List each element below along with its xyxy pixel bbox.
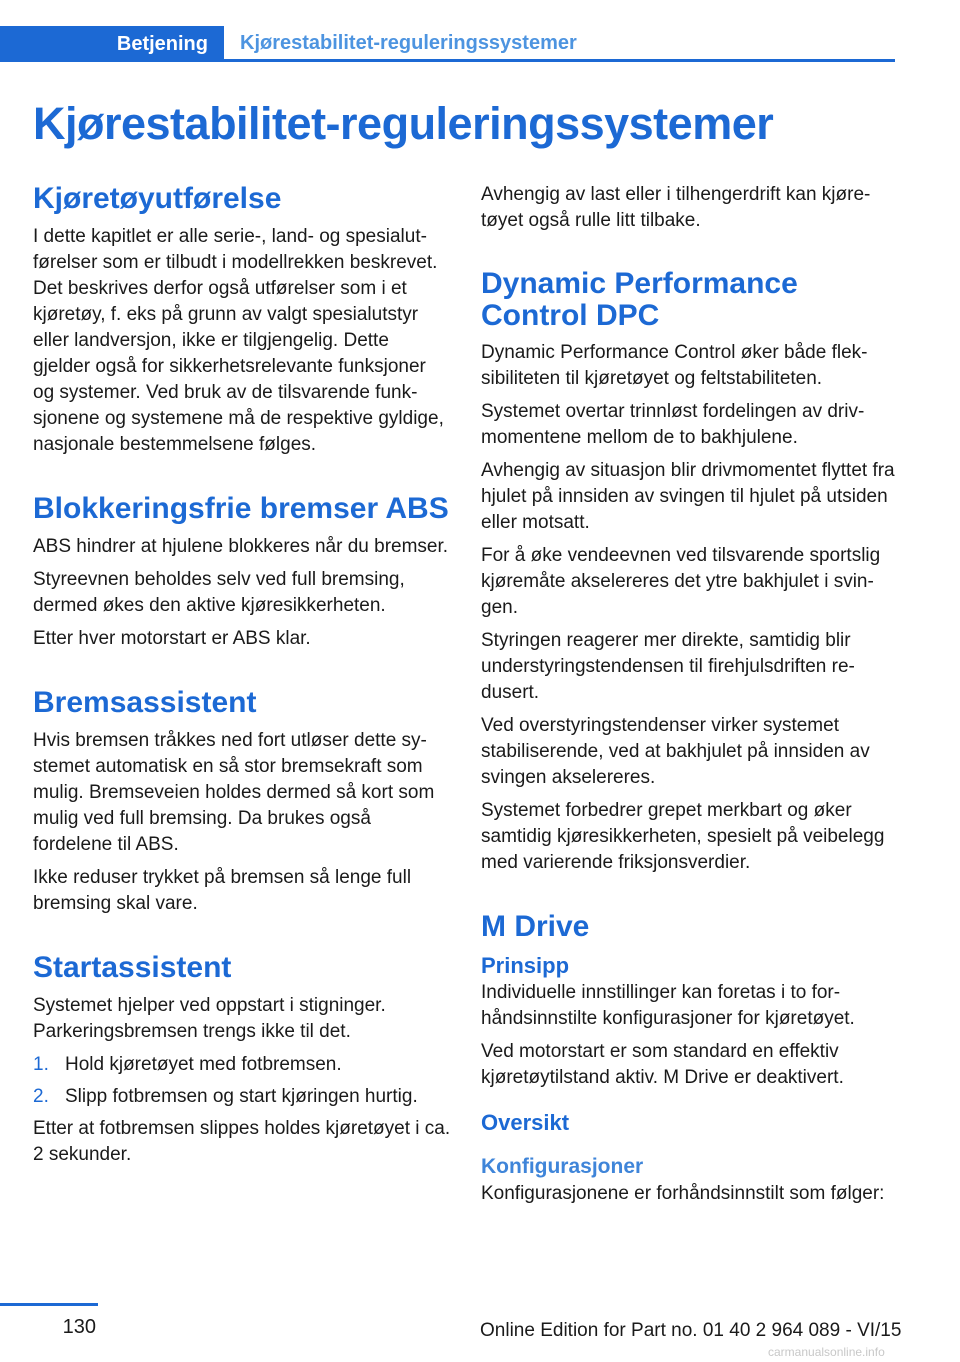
paragraph: Etter hver motorstart er ABS klar. xyxy=(33,628,311,649)
heading-brake-assist: Bremsassistent xyxy=(33,686,257,719)
section-start-assist xyxy=(33,951,451,1168)
paragraph: I dette kapitlet er alle serie-, land- og spesialutførelser som er tilbudt i modellrekken beskrevet. Det beskrives derfor også utførelser som i et kjøretøy, f. eks på grunn av valgt spesialutstyr eller landversjon, ikke er tilgjengelig. Dette gjelder også for sikkerhetsrelevante funksjoner og systemer. Ved bruk av de tilsvarende funksjonene og systemene må de respektive gyldige, nasjonale bestemmelsene følges. xyxy=(33,226,444,455)
paragraph: Ved overstyringstendenser virker systemet stabiliserende, ved at bakhjulet på innsiden av svingen akselereres. xyxy=(481,715,870,788)
footer-rule xyxy=(0,1303,98,1306)
list-item xyxy=(33,1052,451,1078)
paragraph: Systemet forbedrer grepet merkbart og øker samtidig kjøresikkerheten, spesielt på veibelegg med varierende friksjonsverdier. xyxy=(481,800,885,873)
heading-vehicle-version: Kjøretøyutførelse xyxy=(33,182,282,215)
paragraph: Avhengig av situasjon blir drivmomentet flyttet fra hjulet på innsiden av svingen til hjulet på utsiden eller motsatt. xyxy=(481,460,895,533)
heading-principle: Prinsipp xyxy=(481,953,570,978)
paragraph: Dynamic Performance Control øker både fleksibiliteten til kjøretøyet og feltstabiliteten. xyxy=(481,342,868,389)
paragraph: Systemet hjelper ved oppstart i stigninger. Parkeringsbremsen trengs ikke til det. xyxy=(33,995,386,1042)
header-chapter-label: Kjørestabilitet-reguleringssystemer xyxy=(240,32,577,54)
step-number: 2. xyxy=(33,1086,49,1107)
paragraph: Ved motorstart er som standard en effektiv kjøretøytilstand aktiv. M Drive er deaktivert. xyxy=(481,1041,844,1088)
list-item xyxy=(33,1084,451,1110)
heading-start-assist: Startassistent xyxy=(33,951,232,984)
paragraph: Individuelle innstillinger kan foretas i to forhåndsinnstilte konfigurasjoner for kjøretøyet. xyxy=(481,982,855,1029)
step-text: Hold kjøretøyet med fotbremsen. xyxy=(65,1054,342,1075)
right-column xyxy=(481,182,899,1214)
heading-dpc: Dynamic Performance Control DPC xyxy=(481,267,798,332)
steps-list xyxy=(33,1052,451,1110)
edition-label: Online Edition for Part no. 01 40 2 964 089 - VI/15 xyxy=(480,1320,902,1341)
section-brake-assist xyxy=(33,686,451,917)
paragraph: Konfigurasjonene er forhåndsinnstilt som følger: xyxy=(481,1183,885,1204)
paragraph: Ikke reduser trykket på bremsen så lenge full bremsing skal vare. xyxy=(33,867,412,914)
header-section-label: Betjening xyxy=(0,26,224,62)
watermark: carmanualsonline.info xyxy=(768,1345,885,1359)
paragraph: Hvis bremsen tråkkes ned fort utløser dette systemet automatisk en så stor bremsekraft som mulig. Bremseveien holdes dermed så kort som mulig ved full bremsing. Da brukes også fordelene til ABS. xyxy=(33,730,435,855)
running-header xyxy=(0,26,895,62)
section-abs xyxy=(33,492,451,652)
paragraph: ABS hindrer at hjulene blokkeres når du bremser. xyxy=(33,536,449,557)
paragraph: Styringen reagerer mer direkte, samtidig blir understyringstendensen til firehjulsdriften redusert. xyxy=(481,630,855,703)
header-rule xyxy=(0,59,895,62)
section-dpc xyxy=(481,268,899,876)
section-vehicle-version xyxy=(33,182,451,458)
paragraph: Systemet overtar trinnløst fordelingen av drivmomentene mellom de to bakhjulene. xyxy=(481,401,865,448)
step-number: 1. xyxy=(33,1054,49,1075)
heading-m-drive: M Drive xyxy=(481,910,590,943)
paragraph: Etter at fotbremsen slippes holdes kjøretøyet i ca. 2 sekunder. xyxy=(33,1118,451,1165)
section-m-drive xyxy=(481,910,899,1207)
paragraph: Avhengig av last eller i tilhengerdrift kan kjøretøyet også rulle litt tilbake. xyxy=(481,184,871,231)
left-column xyxy=(33,182,451,1175)
heading-configurations: Konfigurasjoner xyxy=(481,1155,644,1178)
heading-overview: Oversikt xyxy=(481,1110,570,1135)
paragraph: Styreevnen beholdes selv ved full bremsing, dermed økes den aktive kjøresikkerheten. xyxy=(33,569,405,616)
page-title: Kjørestabilitet-reguleringssystemer xyxy=(33,98,774,149)
page-number: 130 xyxy=(62,1316,96,1338)
paragraph: For å øke vendeevnen ved tilsvarende sportslig kjøremåte akselereres det ytre bakhjulet i svingen. xyxy=(481,545,881,618)
heading-abs: Blokkeringsfrie bremser ABS xyxy=(33,492,449,525)
step-text: Slipp fotbremsen og start kjøringen hurtig. xyxy=(65,1086,418,1107)
